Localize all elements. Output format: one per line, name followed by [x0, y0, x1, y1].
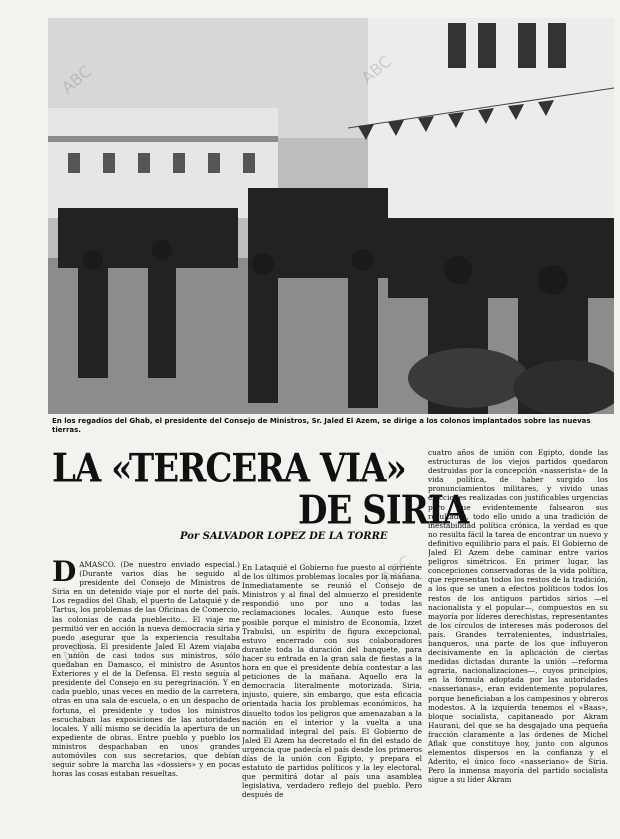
headline-line-1: LA «TERCERA VIA» [52, 446, 406, 492]
article-column-1 [52, 560, 240, 835]
watermark-abc: ABC [57, 61, 96, 98]
article-column-2 [242, 563, 422, 835]
watermark-abc: ABC [377, 551, 416, 588]
article-photo [48, 18, 614, 414]
drop-cap: D [52, 560, 77, 588]
byline: Por SALVADOR LOPEZ DE LA TORRE [180, 531, 388, 542]
watermark-abc: ABC [57, 631, 96, 668]
article-column-3 [428, 448, 608, 835]
watermark-abc: ABC [357, 51, 396, 88]
photo-caption: En los regadíos del Ghab, el presidente del Consejo de Ministros, Sr. Jaled El Azem, se dirige a los colonos implantados sobre las nuevas tierras. [52, 417, 591, 434]
column-1-text: AMASCO. (De nuestro enviado especial.) (Durante varios días he seguido al presidente del Consejo de Ministros de Siria en un detenido viaje por el norte del país. Los regadíos del Ghab, el puerto de Lataquié y de Tartus, los problemas de las Oficinas de Comercio, las colonias de cada pueblecito... El viaje me permitió ver en acción la nueva democracia siria y puedo asegurar que la experiencia resultaba provechosa. El presidente Jaled El Azem viajaba en unión de casi todos sus ministros, sólo quedaban en Damasco, el ministro de Asuntos Exteriores y el de la Defensa. El resto seguía al presidente del Consejo en su peregrinación. Y en cada pueblo, unas veces en medio de la carretera, otras en una sala de escuela, o en un despacho de fortuna, el presidente y todos los ministros escuchaban las exposiciones de las autoridades locales. Y allí mismo se decidía la apertura de un expediente de obras. Entre pueblo y pueblo los ministros despachaban en unos grandes automóviles con sus secretarios, que debían seguir sobre la marcha las «dossiers» y en pocas horas las cosas estaban resueltas. [52, 560, 240, 779]
photo-scene [48, 18, 614, 414]
column-3-text: cuatro años de unión con Egipto, donde las estructuras de los viejos partidos quedaron destruidas por la concepción «nasserista» de la vida política, de haber surgido los pronunciamientos militares, y vivido unas elecciones realizadas con justificables urgencias pero que evidentemente falsearon sus resultados, todo ello unido a una tradición de inestabilidad política crónica, la verdad es que no resulta fácil la tarea de encontrar un nuevo y definitivo equilibrio para el país. El Gobierno de Jaled El Azem debe caminar entre varios peligros simétricos. En primer lugar, las concepciones conservadoras de la vida política, que representan todos los restos de la tradición, a los que se unen a efectos políticos todos los restos de los antiguos partidos sirios —el nacionalista y el popular—, compuestos en su mayoría por líderes derechistas, representantes de los círculos de intereses más poderosos del país. Grandes terratenientes, industriales, banqueros, una parte de los que influyeron decisivamente en la aplicación de ciertas medidas dictadas durante la unión —reforma agraria, nacionalizaciones—, cuyos principios, en la fórmula adoptada por las autoridades «nasserianas», eran evidentemente populares, porque beneficiaban a los campesinos y obreros modestos. A la izquierda tenemos el «Baas», bloque socialista, capitaneado por Akram Haurani, del que se ha desgajado una pequeña fracción claramente a las órdenes de Michel Aflak que constituye hoy, junto con algunos elementos dispersos en la confianza y el Aderito, el único foco «nasseriano» de Siria. Pero la inmensa mayoría del partido socialista sigue a su líder Akram [428, 448, 608, 785]
column-2-text: En Lataquié el Gobierno fue puesto al corriente de los últimos problemas locales por la mañana. Inmediatamente se reunió el Consejo de Ministros y al final del almuerzo el presidente respondió uno por uno a todas las reclamaciones locales. Aunque esto fuese posible porque el ministro de Economía, Izzet Trabulsi, un espíritu de figura excepcional, estuvo encerrado con sus colaboradores durante toda la duración del banquete, para hacer su entrada en la gran sala de fiestas a la hora en que el presidente debía contestar a las peticiones de la mañana. Aquello era la democracia literalmente motorizada. Siria, injusto, quiere, sin embargo, que esta eficacia orientada hacia los problemas económicos, ha disuelto todos los peligros que amenazaban a la nación en el interior y la vuelta a una normalidad integral del país. El Gobierno de Jaled El Azem ha decretado el fin del estado de urgencia que padecía el país desde los primeros días de la unión con Egipto, y prepara el estatuto de partidos políticos y la ley electoral, que permitirá dotar al país una asamblea legislativa, verdadero reflejo del pueblo. Pero después de [242, 563, 422, 800]
headline-line-2: DE SIRIA [298, 488, 469, 534]
